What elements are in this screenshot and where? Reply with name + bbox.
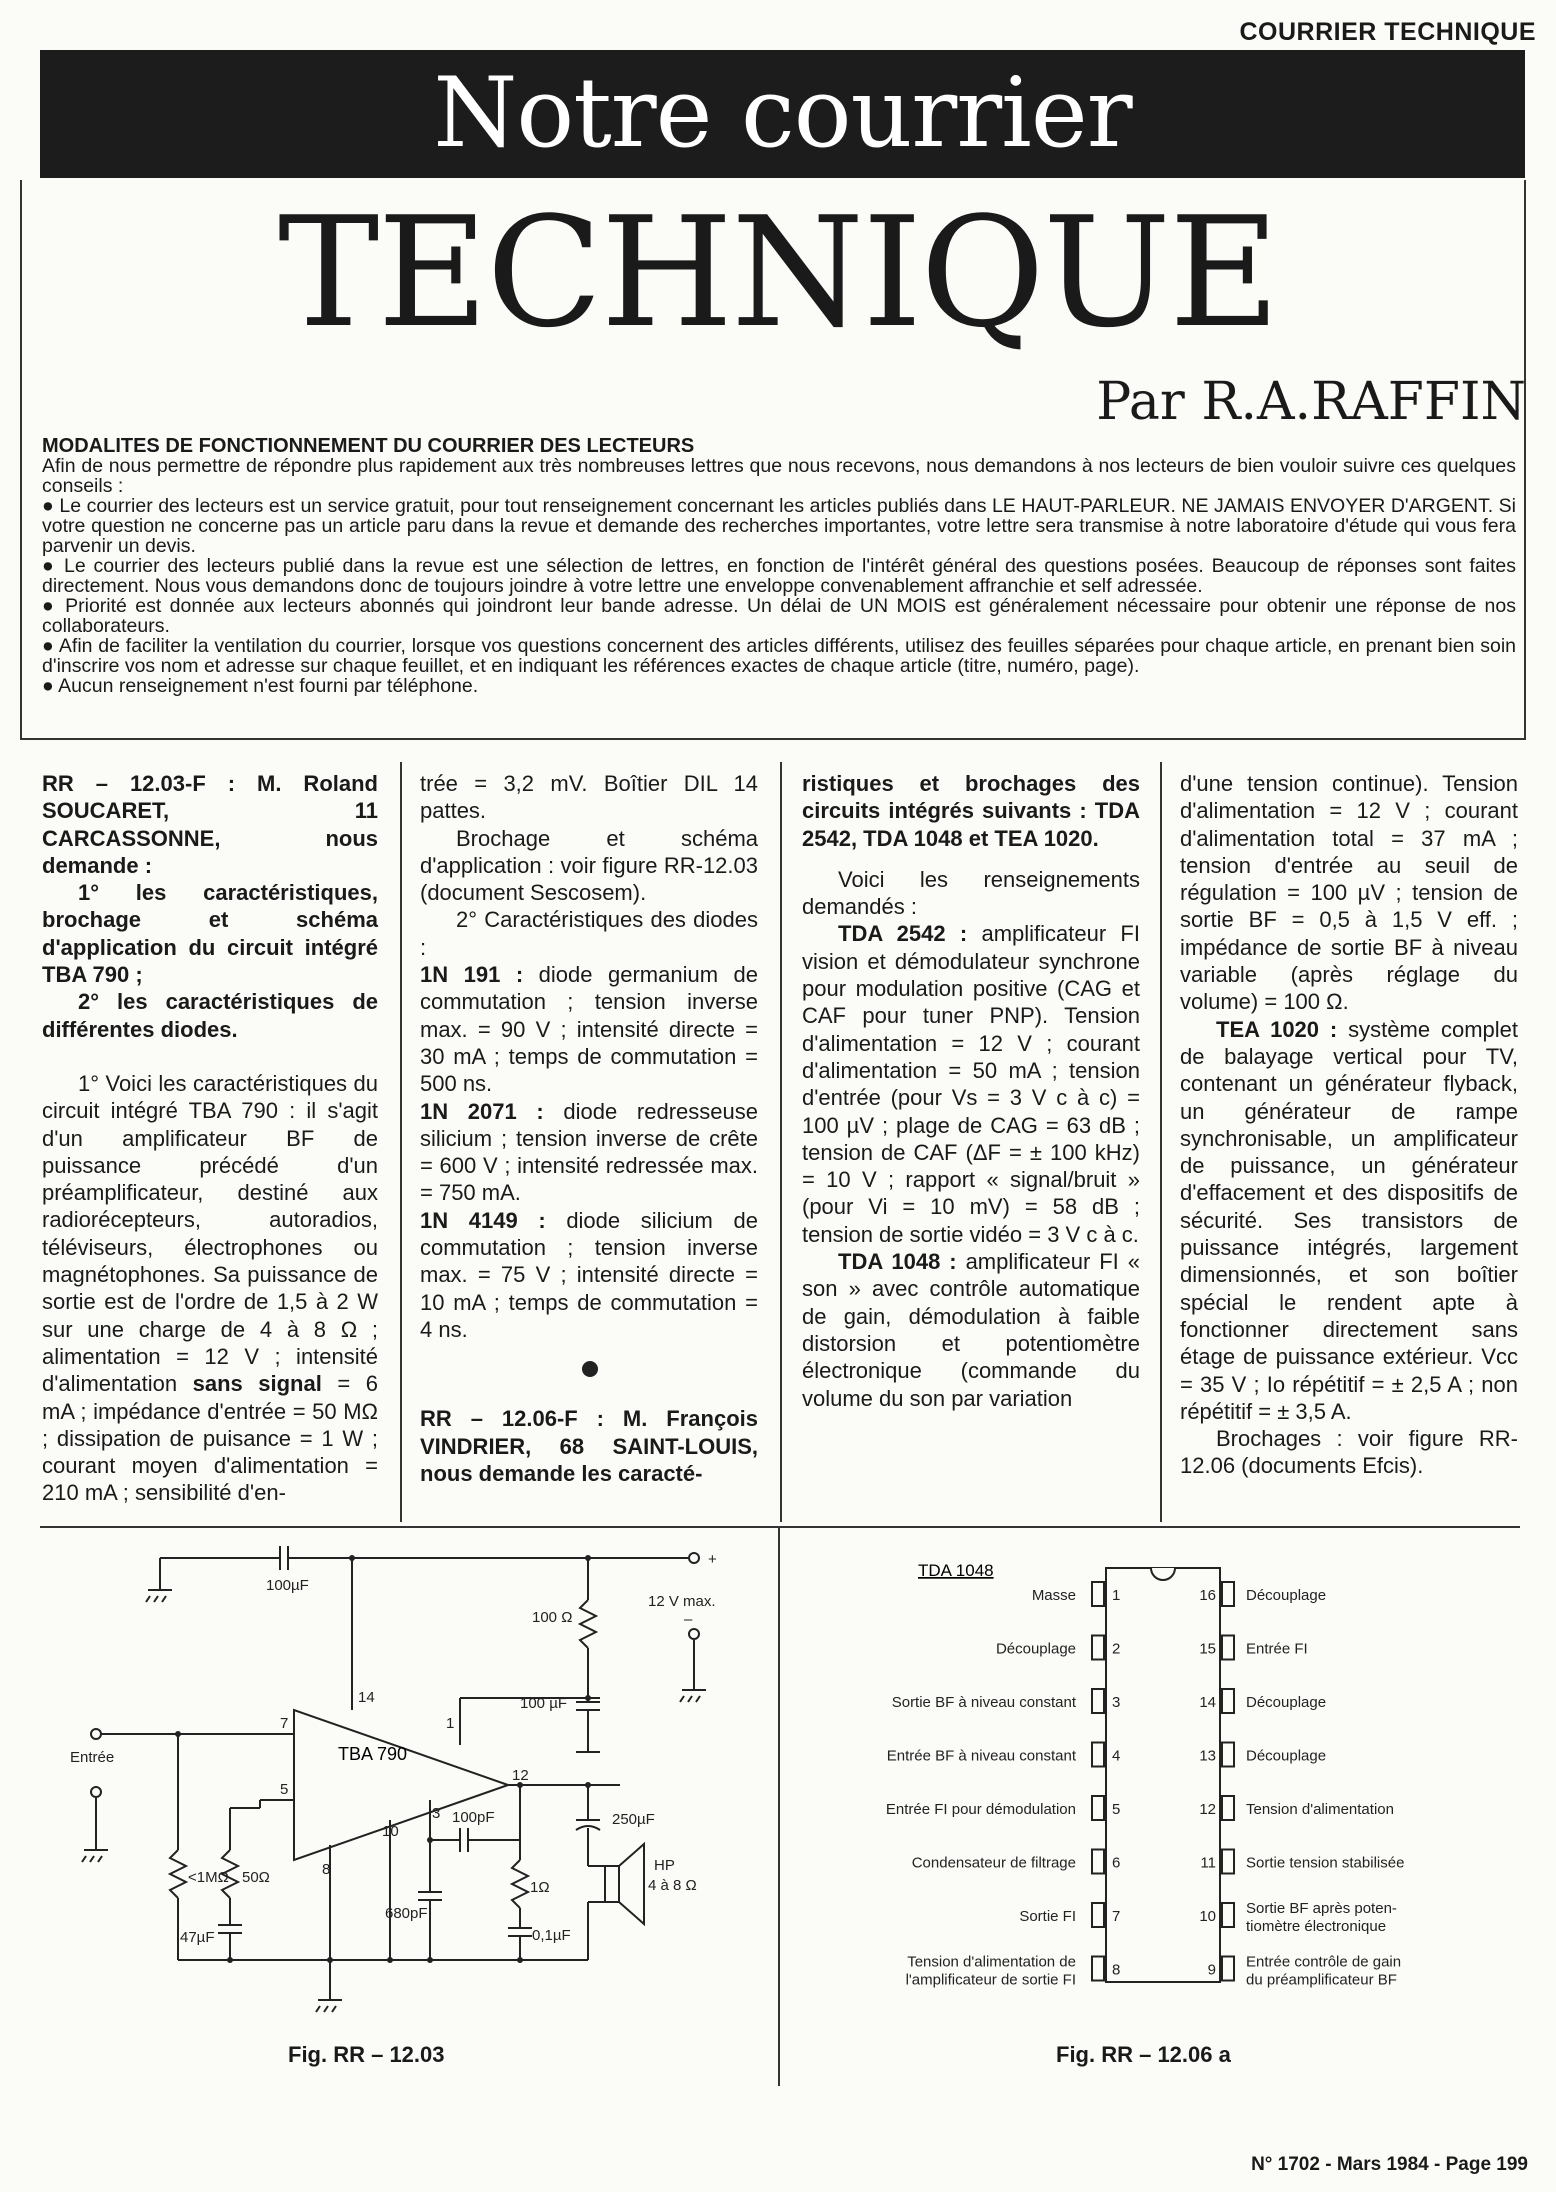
pin-number: 12 — [512, 1767, 529, 1784]
answer-text: d'une tension continue). Tension d'alimentation = 12 V ; courant d'alimentation total = 37 mA ; tension d'entrée au seuil de régulation = 100 µV ; tension de sortie BF = 0,5 à 1,5 V eff. ; impédance de sortie BF à niveau variable (après réglage du volume) = 100 Ω. — [1180, 771, 1518, 1015]
intro-paragraph: ● Aucun renseignement n'est fourni par téléphone. — [42, 675, 479, 697]
intro-notice — [42, 436, 1516, 696]
chip-label: TDA 1048 — [918, 1561, 994, 1580]
author-byline: Par R.A.RAFFIN — [1096, 372, 1526, 432]
diode-name: 1N 191 : — [420, 962, 524, 988]
pin-label: Découplage — [995, 1640, 1076, 1658]
diode-spec: diode germanium de commutation ; tension inverse max. = 90 V ; intensité directe = 30 mA ; temps de commutation = 500 ns. — [420, 962, 758, 1097]
cap-250uf-label: 250µF — [612, 1811, 655, 1828]
intro-paragraph: ● Afin de faciliter la ventilation du courrier, lorsque vos questions concernent des articles différents, utilisez des feuilles séparées pour chaque article, en prenant bien soin d'inscrire vos nom et adresse sur chaque feuillet, et en indiquant les références exactes de chaque article (titre, numéro, page). — [42, 635, 1516, 677]
pin-number: 7 — [1112, 1908, 1121, 1925]
resistor-1m-label: <1MΩ — [188, 1869, 229, 1886]
circuit-name: TDA 2542 : — [838, 921, 968, 947]
diode-name: 1N 2071 : — [420, 1098, 544, 1124]
ic-pin — [1222, 1850, 1234, 1874]
circuit-name: TEA 1020 : — [1216, 1016, 1338, 1042]
ic-pin — [1222, 1689, 1234, 1713]
question-text: ristiques et brochages des circuits intégrés suivants : — [802, 771, 1140, 824]
section-label: COURRIER TECHNIQUE — [1239, 18, 1536, 46]
figure-divider — [778, 1526, 780, 2086]
pin-label: l'amplificateur de sortie FI — [905, 1971, 1076, 1989]
figure-divider — [40, 1526, 1520, 1528]
diode-name: 1N 4149 : — [420, 1207, 546, 1233]
chip-label: TBA 790 — [338, 1744, 408, 1764]
speaker-label: HP — [654, 1857, 675, 1874]
speaker-impedance: 4 à 8 Ω — [648, 1877, 697, 1894]
cap-47uf-label: 47µF — [180, 1929, 215, 1946]
pin-label: Découplage — [1246, 1694, 1327, 1711]
circuit-name: TDA 1048 : — [838, 1249, 957, 1275]
intro-paragraph: Afin de nous permettre de répondre plus rapidement aux très nombreuses lettres que nous recevons, nous demandons à nos lecteurs de bien vouloir suivre ces quelques conseils : — [42, 455, 1516, 497]
answer-text: Brochage et schéma d'application : voir figure RR-12.03 (document Sescosem). — [420, 825, 758, 906]
pin-number: 5 — [1112, 1801, 1121, 1818]
pin-label: du préamplificateur BF — [1246, 1971, 1397, 1989]
pin-number: 11 — [1200, 1854, 1216, 1872]
cap-01uf-label: 0,1µF — [532, 1927, 571, 1944]
ic-pin — [1092, 1957, 1104, 1981]
column-divider — [780, 762, 782, 1522]
resistor-100-label: 100 Ω — [532, 1609, 573, 1626]
pin-label: Découplage — [1246, 1587, 1327, 1604]
pin-number: 9 — [1207, 1961, 1216, 1979]
pin-number: 7 — [280, 1715, 289, 1732]
cap-680pf-label: 680pF — [385, 1905, 428, 1922]
supply-label: 12 V max. — [648, 1593, 716, 1610]
ic-notch — [1151, 1568, 1175, 1580]
tda1048-pinout — [800, 1540, 1520, 2020]
supply-plus: + — [708, 1551, 717, 1568]
answer-text: Voici les renseignements demandés : — [802, 866, 1140, 920]
pin-label: Entrée FI pour démodulation — [885, 1801, 1076, 1818]
answer-text: trée = 3,2 mV. Boîtier DIL 14 pattes. — [420, 771, 758, 824]
pin-number: 6 — [1112, 1854, 1121, 1872]
answer-text: 1° Voici les caractéristiques du circuit intégré TBA 790 : il s'agit d'un amplificateur BF de puissance précédé d'un préamplificateur, destiné aux radiorécepteurs, autoradios, téléviseurs, électrophones ou magnétophones. Sa puissance de sortie est de l'ordre de 1,5 à 2 W sur une charge de 4 à 8 Ω ; alimentation = 12 V ; intensité d'alimentation — [42, 1070, 378, 1397]
pin-label: Sortie FI — [1019, 1908, 1076, 1925]
cap-100uf-b-label: 100 µF — [520, 1695, 567, 1712]
circuit-spec: amplificateur FI « son » avec contrôle automatique de gain, démodulation à faible distorsion et potentiomètre électronique (commande du volume du son par variation — [802, 1249, 1140, 1411]
ic-pin — [1092, 1743, 1104, 1767]
resistor-50-label: 50Ω — [242, 1869, 270, 1886]
pin-label: Tension d'alimentation de — [907, 1953, 1076, 1971]
bullet-dot — [582, 1361, 598, 1377]
ic-pin — [1092, 1850, 1104, 1874]
banner-title: Notre courrier — [433, 57, 1132, 169]
question-rr-12-06: RR – 12.06-F : M. François VINDRIER, 68 SAINT-LOUIS, nous demande les caracté- — [420, 1406, 758, 1486]
diode-spec: diode silicium de commutation ; tension inverse max. = 75 V ; intensité directe = 10 mA ; temps de commutation = 4 ns. — [420, 1207, 758, 1342]
diode-spec: diode redresseuse silicium ; tension inverse de crête = 600 V ; intensité redressée max. = 750 mA. — [420, 1098, 758, 1206]
pin-label: Entrée contrôle de gain — [1246, 1953, 1402, 1971]
pin-label: Masse — [1031, 1587, 1076, 1604]
pin-number: 1 — [1112, 1587, 1121, 1604]
figure-caption: Fig. RR – 12.06 a — [1056, 2042, 1231, 2067]
question-item: 1° les caractéristiques, brochage et schéma d'application du circuit intégré TBA 790 ; — [42, 880, 378, 988]
answer-text: 2° Caractéristiques des diodes : — [420, 907, 758, 960]
pin-number: 3 — [432, 1805, 441, 1822]
question-item: 2° les caractéristiques de différentes diodes. — [42, 989, 378, 1042]
pin-number: 1 — [446, 1715, 455, 1732]
resistor-1-label: 1Ω — [530, 1879, 550, 1896]
circuit-spec: système complet de balayage vertical pour TV, contenant un générateur flyback, un générateur de rampe synchronisable, un amplificateur de puissance, un générateur d'effacement et des dispositifs de sécurité. Ses transistors de puissance intégrés, largement dimensionnés, et son boîtier spécial le rendent apte à fonctionner directement sans étage de puissance extérieur. Vcc = 35 V ; Io répétitif = ± 2,5 A ; non répétitif = ± 3,5 A. — [1180, 1016, 1518, 1424]
pin-number: 8 — [1112, 1961, 1121, 1979]
column-2 — [420, 770, 758, 1487]
pin-label: Sortie tension stabilisée — [1246, 1854, 1405, 1872]
pin-label: tiomètre électronique — [1246, 1918, 1387, 1935]
answer-text: Brochages : voir figure RR-12.06 (documents Efcis). — [1180, 1426, 1518, 1479]
pin-label: Tension d'alimentation — [1246, 1801, 1394, 1818]
column-divider — [1160, 762, 1162, 1522]
separator-dot — [420, 1343, 758, 1405]
pin-label: Découplage — [1246, 1747, 1327, 1765]
pin-label: Sortie BF à niveau constant — [891, 1694, 1076, 1711]
ic-pin — [1222, 1743, 1234, 1767]
pin-number: 8 — [322, 1861, 331, 1878]
ic-pin — [1092, 1796, 1104, 1820]
pin-number: 10 — [1199, 1908, 1216, 1925]
ic-pin — [1092, 1903, 1104, 1927]
column-3 — [802, 770, 1140, 1412]
pin-number: 14 — [1199, 1694, 1216, 1711]
pin-number: 3 — [1112, 1694, 1121, 1711]
input-label: Entrée — [70, 1749, 115, 1766]
question-circuits: TDA 2542, TDA 1048 et TEA 1020. — [802, 798, 1140, 851]
pin-label: Sortie BF après poten- — [1246, 1900, 1397, 1917]
pin-label: Condensateur de filtrage — [911, 1854, 1076, 1872]
figure-caption: Fig. RR – 12.03 — [288, 2042, 445, 2067]
page-title: TECHNIQUE — [278, 184, 1278, 361]
ic-pin — [1092, 1689, 1104, 1713]
ic-pin — [1222, 1636, 1234, 1660]
cap-100pf-label: 100pF — [452, 1809, 495, 1826]
pin-number: 5 — [280, 1781, 289, 1798]
cap-100uf-label: 100µF — [266, 1577, 309, 1594]
answer-emphasis: sans signal — [192, 1371, 322, 1397]
intro-paragraph: ● Le courrier des lecteurs publié dans la revue est une sélection de lettres, en fonction de l'intérêt général des questions posées. Beaucoup de réponses sont faites directement. Nous vous demandons donc de toujours joindre à votre lettre une enveloppe convenablement affranchie et self adressée. — [42, 555, 1516, 597]
column-4 — [1180, 770, 1518, 1480]
pin-number: 4 — [1112, 1747, 1121, 1765]
pin-number: 15 — [1199, 1640, 1216, 1658]
pin-number: 12 — [1199, 1801, 1216, 1818]
question-rr-12-03: RR – 12.03-F : M. Roland SOUCARET, 11 CARCASSONNE, nous demande : — [42, 771, 378, 878]
ic-pin — [1222, 1582, 1234, 1606]
intro-paragraph: ● Priorité est donnée aux lecteurs abonnés qui joindront leur bande adresse. Un délai de UN MOIS est généralement nécessaire pour obtenir une réponse de nos collaborateurs. — [42, 595, 1516, 637]
pin-label: Entrée BF à niveau constant — [886, 1747, 1076, 1765]
ic-pin — [1222, 1957, 1234, 1981]
pin-number: 14 — [358, 1689, 375, 1706]
ic-pin — [1222, 1903, 1234, 1927]
intro-paragraph: ● Le courrier des lecteurs est un service gratuit, pour tout renseignement concernant les articles publiés dans LE HAUT-PARLEUR. NE JAMAIS ENVOYER D'ARGENT. Si votre question ne concerne pas un article paru dans la revue et demande des recherches importantes, votre lettre sera transmise à notre laboratoire d'étude qui vous fera parvenir un devis. — [42, 495, 1516, 557]
circuit-spec: amplificateur FI vision et démodulateur synchrone pour modulation positive (CAG et CAF pour tuner PNP). Tension d'alimentation = 12 V ; courant d'alimentation = 50 mA ; tension d'entrée (pour Vs = 3 V c à c) = 100 µV ; plage de CAG = 63 dB ; tension de CAF (ΔF = ± 100 kHz) = 10 V ; rapport « signal/bruit » (pour Vi = 10 mV) = 58 dB ; tension de sortie vidéo = 3 V c à c. — [802, 921, 1140, 1247]
pin-number: 10 — [382, 1823, 399, 1840]
pin-number: 16 — [1199, 1587, 1216, 1604]
ic-pin — [1222, 1796, 1234, 1820]
column-1 — [42, 770, 378, 1507]
supply-minus: – — [684, 1611, 693, 1628]
ic-pin — [1092, 1636, 1104, 1660]
pin-number: 13 — [1199, 1747, 1216, 1765]
intro-heading: MODALITES DE FONCTIONNEMENT DU COURRIER DES LECTEURS — [42, 435, 695, 457]
column-divider — [400, 762, 402, 1522]
page-footer: N° 1702 - Mars 1984 - Page 199 — [1251, 2154, 1528, 2175]
tba790-schematic — [60, 1530, 760, 2030]
answer-text: = 6 mA ; impédance d'entrée = 50 MΩ ; dissipation de puisance = 1 W ; courant moyen d'alimentation = 210 mA ; sensibilité d'en- — [42, 1371, 378, 1506]
ic-pin — [1092, 1582, 1104, 1606]
pin-label: Entrée FI — [1246, 1640, 1308, 1658]
pin-number: 2 — [1112, 1640, 1121, 1658]
